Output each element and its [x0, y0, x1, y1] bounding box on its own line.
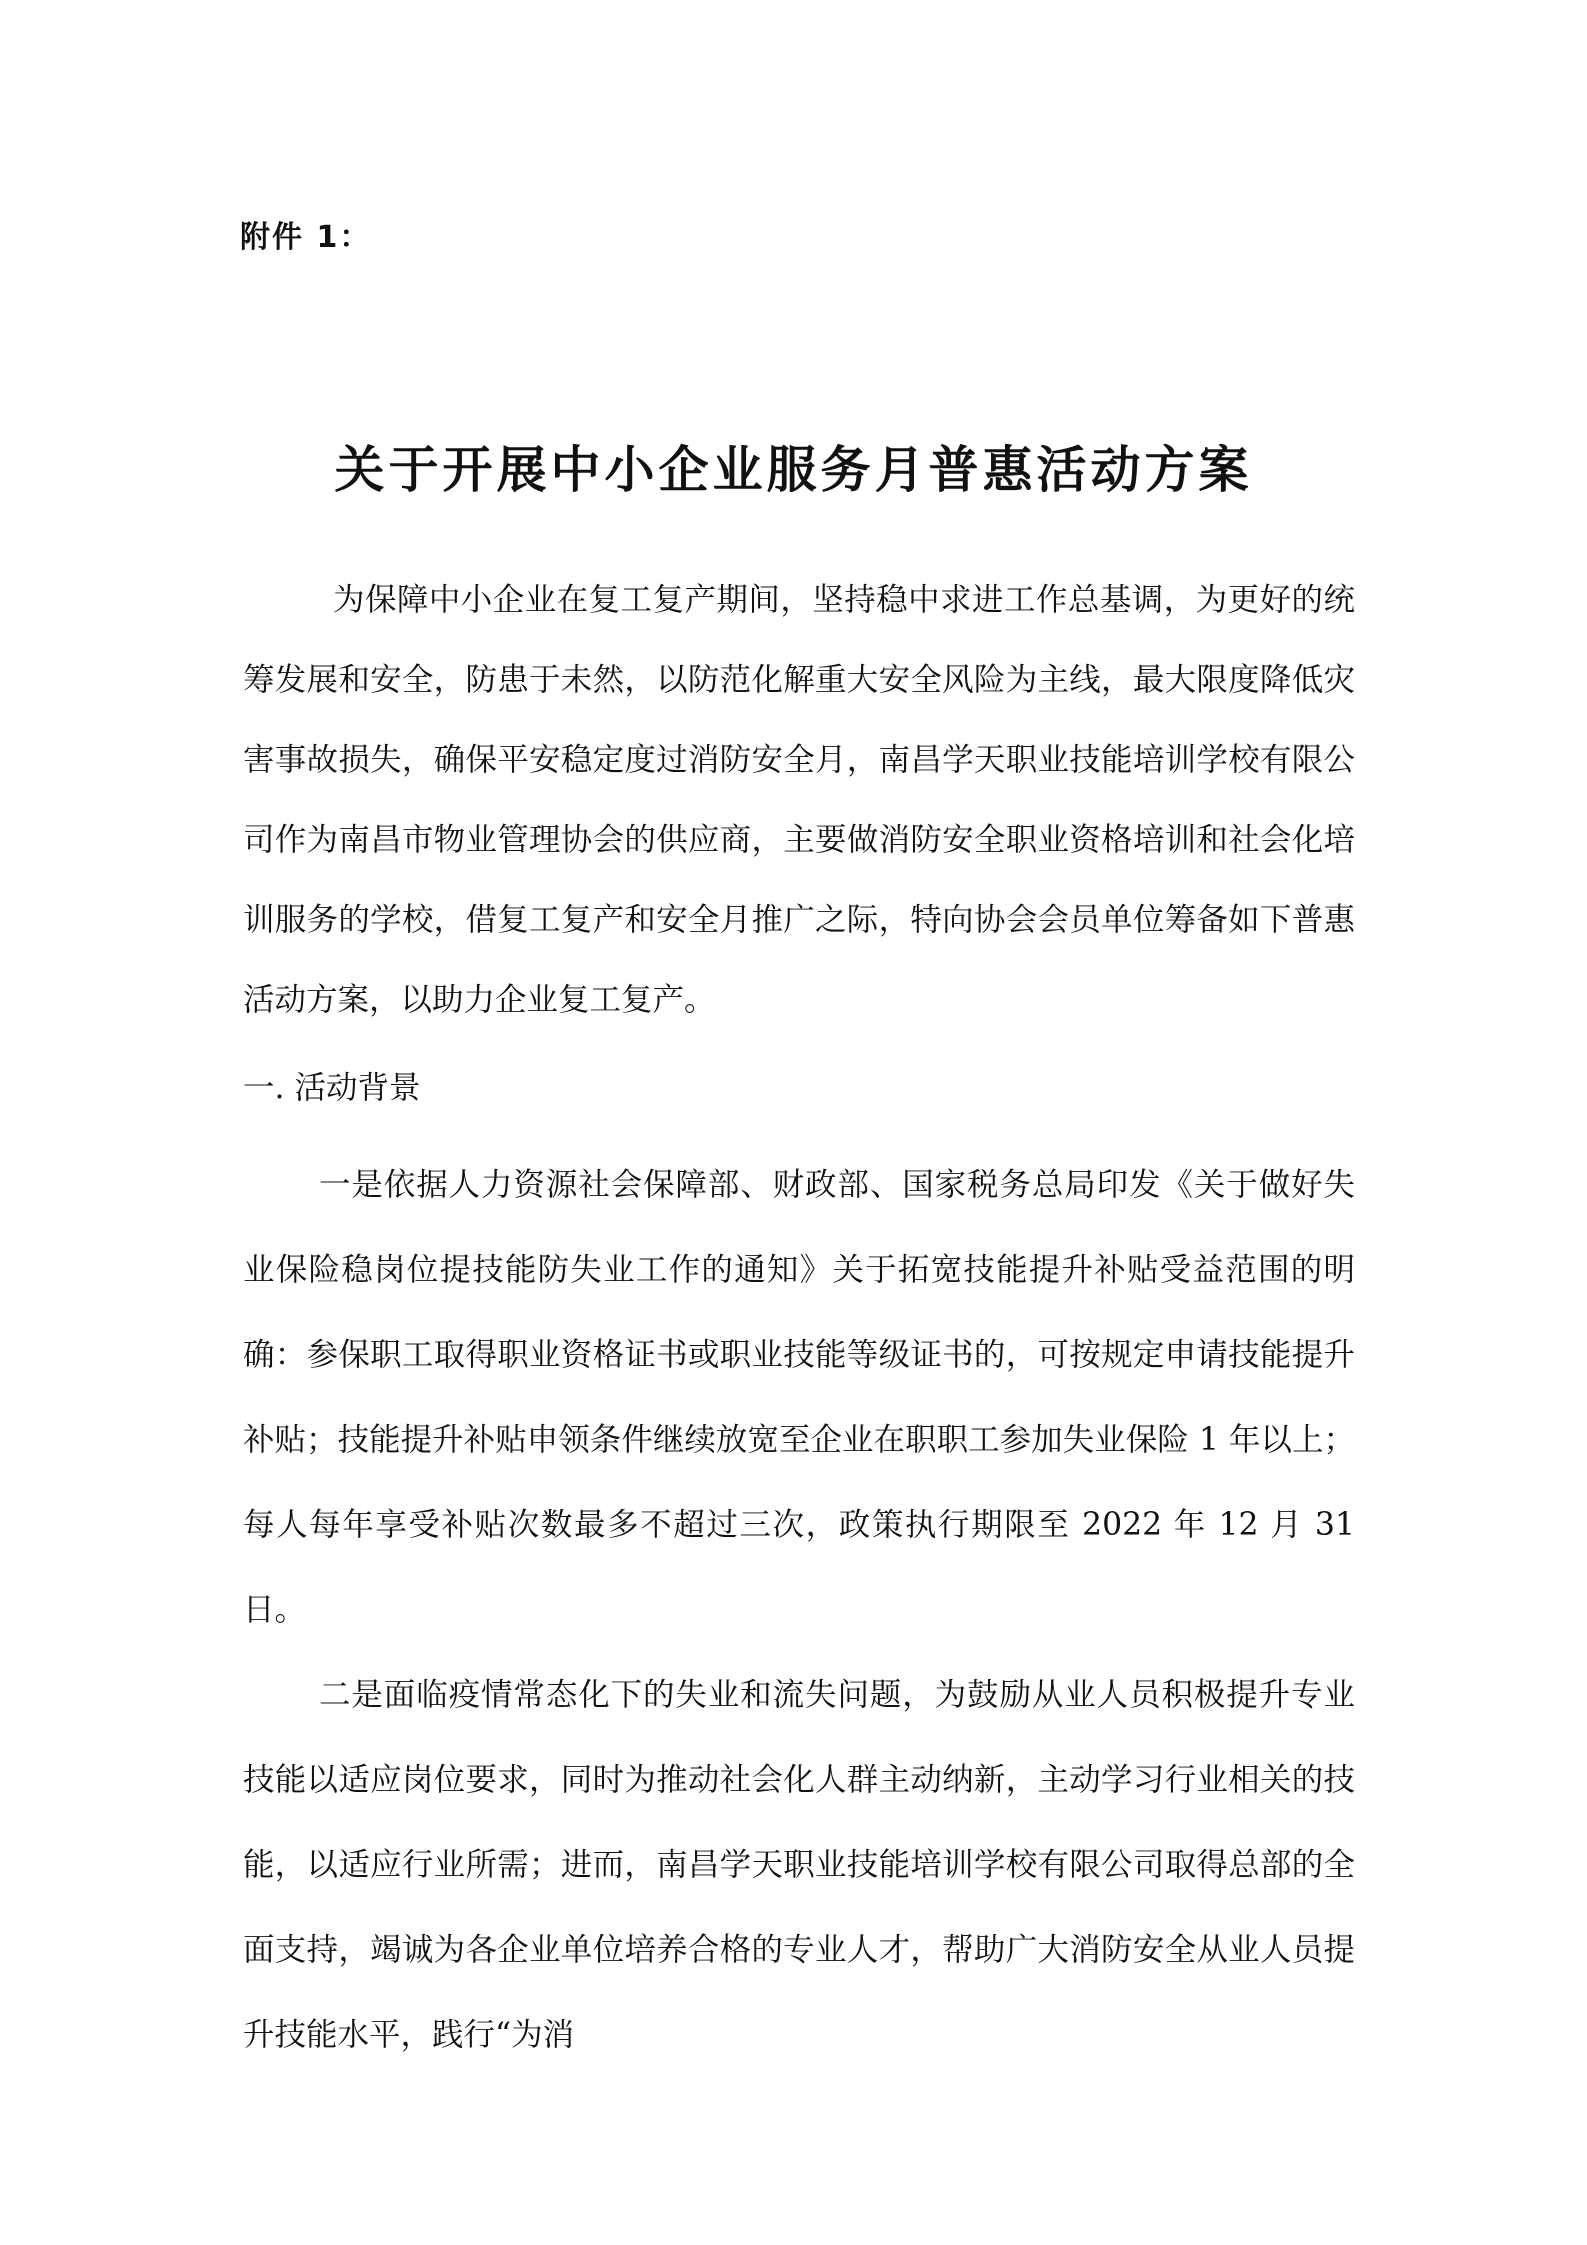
attachment-label: 附件 1：: [240, 220, 372, 255]
background-paragraph-1: 一是依据人力资源社会保障部、财政部、国家税务总局印发《关于做好失业保险稳岗位提技能防失业工作的通知》关于拓宽技能提升补贴受益范围的明确：参保职工取得职业资格证书或职业技能等级证书的，可按规定申请技能提升补贴；技能提升补贴申领条件继续放宽至企业在职职工参加失业保险 1 年以上；每人每年享受补贴次数最多不超过三次，政策执行期限至 2022 年 12 月 31 日。: [243, 1167, 1355, 1628]
document-title: 关于开展中小企业服务月普惠活动方案: [334, 441, 1253, 499]
section-heading-background: 一. 活动背景: [243, 1070, 421, 1106]
intro-paragraph: 为保障中小企业在复工复产期间，坚持稳中求进工作总基调，为更好的统筹发展和安全，防患于未然，以防范化解重大安全风险为主线，最大限度降低灾害事故损失，确保平安稳定度过消防安全月，南昌学天职业技能培训学校有限公司作为南昌市物业管理协会的供应商，主要做消防安全职业资格培训和社会化培训服务的学校，借复工复产和安全月推广之际，特向协会会员单位筹备如下普惠活动方案，以助力企业复工复产。: [243, 582, 1355, 1018]
background-paragraph-2: 二是面临疫情常态化下的失业和流失问题，为鼓励从业人员积极提升专业技能以适应岗位要求，同时为推动社会化人群主动纳新，主动学习行业相关的技能，以适应行业所需；进而，南昌学天职业技能培训学校有限公司取得总部的全面支持，竭诚为各企业单位培养合格的专业人才，帮助广大消防安全从业人员提升技能水平，践行“为消: [243, 1677, 1355, 2053]
